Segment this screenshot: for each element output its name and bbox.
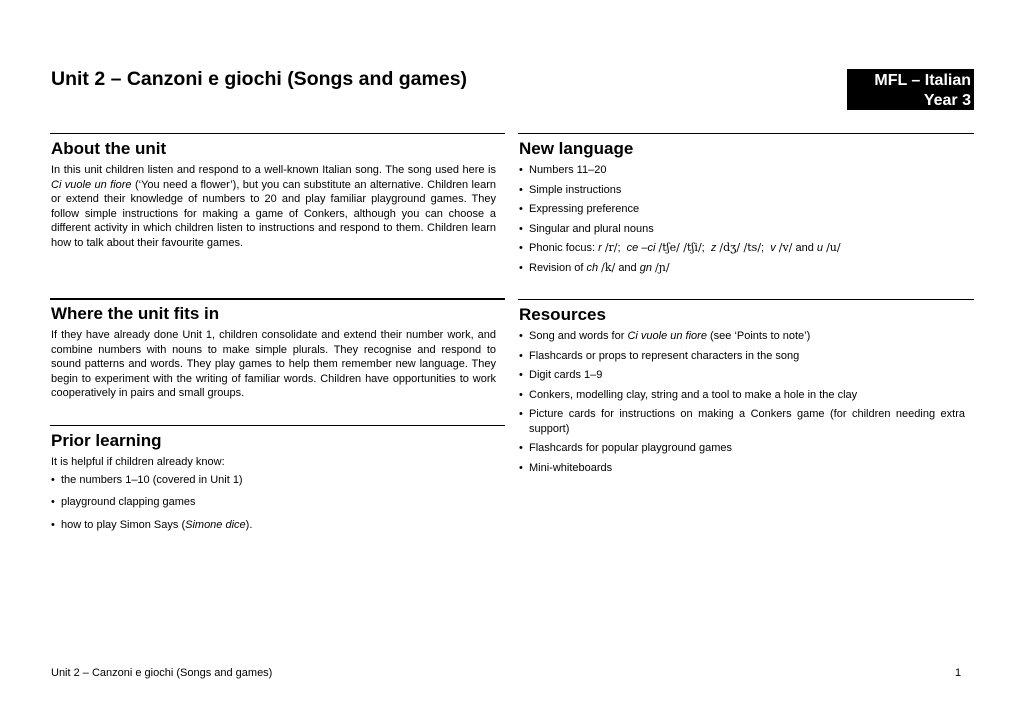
section-heading: Where the unit fits in [51, 304, 220, 323]
item-text: and [795, 242, 814, 254]
list-item-phonic-focus: • Phonic focus: r /r/; ce –ci /tʃe/ /tʃi/; z /dʒ/ /ts/; v /v/ and u /u/ [519, 241, 974, 256]
section-divider [50, 298, 505, 300]
section-divider [518, 299, 974, 300]
phoneme-letter: ce –ci [626, 242, 656, 254]
item-emphasis: Simone dice [185, 518, 246, 531]
phoneme-letter: u [816, 242, 824, 254]
ipa-symbol: /tʃe/ /tʃi/ [658, 241, 702, 254]
ipa-symbol: /k/ [601, 260, 616, 274]
item-text: Phonic focus: [529, 242, 599, 254]
ipa-symbol: /u/ [826, 241, 841, 254]
list-item: • Singular and plural nouns [519, 222, 974, 237]
list-item: • Simple instructions [519, 183, 974, 198]
list-item: • Flashcards for popular playground games [519, 441, 974, 456]
body-text: (‘You need a flower’), but you can substitute an alternative. Children learn or extend their knowledge of numbers to 20 and play familiar playground games. They follow simple instructions for making a game of Conkers, although you can choose a different activity in which children listen to instructions and respond to them. Children learn how to talk about their favourite games. [51, 178, 496, 249]
section-heading: Prior learning [51, 431, 162, 450]
section-body [51, 163, 505, 251]
section-resources [518, 299, 974, 475]
section-heading: Resources [519, 305, 606, 324]
phoneme-letter: z [710, 242, 717, 254]
section-where [50, 298, 505, 401]
item-text: Song and words for [529, 330, 628, 342]
footer-title: Unit 2 – Canzoni e giochi (Songs and games) [51, 667, 273, 679]
body-text: In this unit children listen and respond to a well-known Italian song. The song used here is [51, 164, 496, 176]
section-divider [518, 133, 974, 134]
section-about [50, 133, 505, 251]
item-text: how to play Simon Says ( [61, 518, 186, 531]
item-text: Revision of [529, 261, 587, 274]
phoneme-letter: ch [586, 261, 599, 274]
list-item: • Mini-whiteboards [519, 461, 974, 476]
section-intro: It is helpful if children already know: [51, 456, 225, 468]
resources-list [518, 329, 974, 475]
ipa-symbol: /ɲ/ [655, 260, 670, 274]
item-text: (see ‘Points to note’) [706, 330, 811, 342]
item-text: ). [245, 518, 253, 531]
phoneme-letter: gn [639, 261, 652, 274]
list-item: • playground clapping games [51, 495, 505, 510]
list-item: • Flashcards or props to represent characters in the song [519, 349, 974, 364]
section-body: If they have already done Unit 1, children consolidate and extend their number work, and combine numbers with nouns to make simple plurals. They recognise and respond to sound patterns and words. They play games to help them remember new language. They begin to experiment with the writing of familiar words. Children have opportunities to work cooperatively in pairs and small groups. [51, 329, 496, 400]
new-language-list [518, 163, 974, 275]
item-text: and [618, 261, 637, 274]
list-item-revision [519, 261, 974, 276]
phoneme-letter: r [598, 242, 602, 254]
list-item: • Picture cards for instructions on making a Conkers game (for children needing extra support) [519, 407, 974, 436]
page-number: 1 [955, 667, 962, 679]
subject-badge [847, 69, 974, 110]
year-label: Year 3 [923, 92, 971, 109]
phoneme-letter: v [770, 242, 776, 254]
section-new-language [518, 133, 974, 275]
list-item: • Digit cards 1–9 [519, 368, 974, 383]
list-item: • Expressing preference [519, 202, 974, 217]
song-title: Ci vuole un fiore [51, 178, 132, 191]
item-emphasis: Ci vuole un fiore [627, 330, 707, 342]
ipa-symbol: /r/ [604, 241, 618, 254]
page-title: Unit 2 – Canzoni e giochi (Songs and games) [51, 68, 468, 90]
section-heading: New language [519, 139, 634, 158]
list-item [51, 518, 505, 533]
list-item: • the numbers 1–10 (covered in Unit 1) [51, 473, 505, 488]
ipa-symbol: /v/ [778, 241, 793, 254]
list-item: • Numbers 11–20 [519, 163, 974, 178]
section-divider [50, 425, 505, 426]
section-heading: About the unit [51, 139, 167, 158]
prior-list [50, 473, 505, 533]
ipa-symbol: /dʒ/ /ts/ [719, 241, 762, 254]
list-item: • Conkers, modelling clay, string and a tool to make a hole in the clay [519, 388, 974, 403]
section-divider [50, 133, 505, 134]
list-item [519, 329, 974, 344]
section-prior [50, 425, 505, 532]
subject-label: MFL – Italian [874, 72, 971, 89]
